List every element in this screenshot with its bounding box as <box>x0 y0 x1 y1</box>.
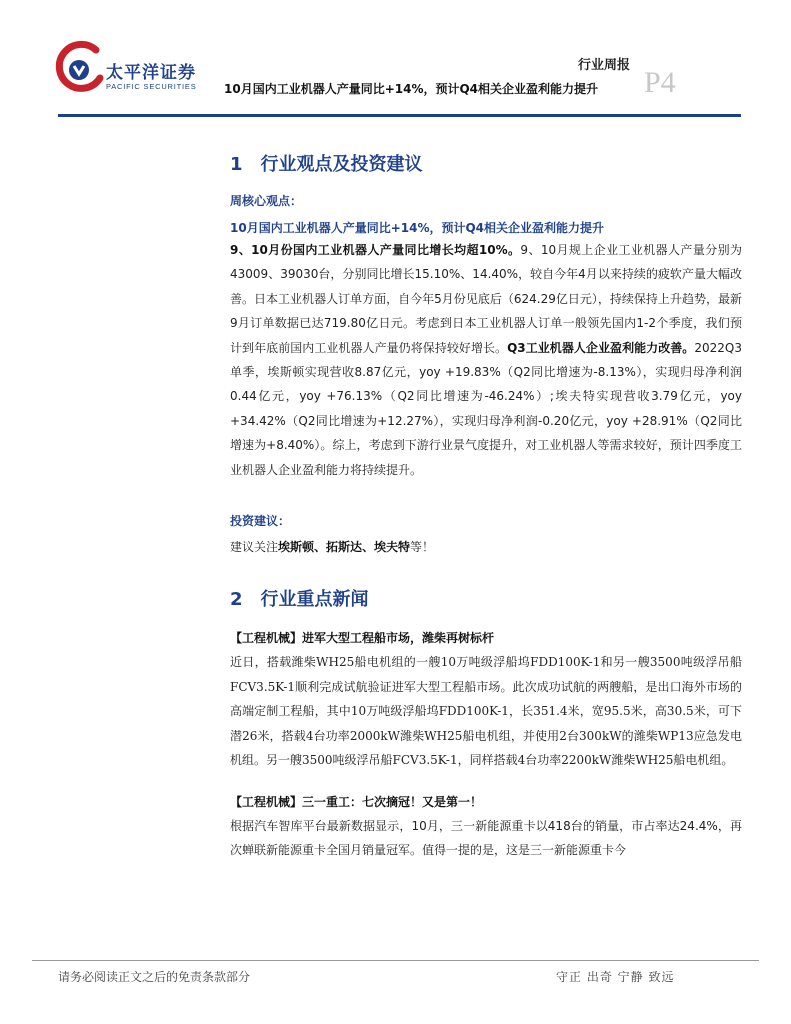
logo-name-en: PACIFIC SECURITIES <box>106 82 197 91</box>
header-divider <box>58 114 741 117</box>
investment-advice-label: 投资建议： <box>230 514 291 529</box>
footer-disclaimer: 请务必阅读正文之后的免责条款部分 <box>58 970 251 984</box>
section-heading-news: 2 行业重点新闻 <box>230 589 369 611</box>
footer-motto: 守正 出奇 宁静 致远 <box>556 970 675 984</box>
investment-advice-prefix: 建议关注 <box>230 540 279 555</box>
news-body: 根据汽车智库平台最新数据显示，10月，三一新能源重卡以418台的销量，市占率达24.4%，再次蝉联新能源重卡全国月销量冠军。值得一提的是，这是三一新能源重卡今 <box>230 818 742 857</box>
investment-advice-companies: 埃斯顿、拓斯达、埃夫特 <box>278 540 411 555</box>
core-views-label: 周核心观点： <box>230 194 303 208</box>
company-logo-icon <box>52 40 108 96</box>
report-title: 10月国内工业机器人产量同比+14%，预计Q4相关企业盈利能力提升 <box>224 82 599 96</box>
investment-advice-text <box>230 535 742 559</box>
core-views-title: 10月国内工业机器人产量同比+14%，预计Q4相关企业盈利能力提升 <box>230 221 605 235</box>
report-type: 行业周报 <box>578 58 631 73</box>
investment-advice-suffix: 等！ <box>410 540 435 555</box>
paragraph-production-text: 9、10月规上企业工业机器人产量分别为43009、39030台，分别同比增长15.10%、14.40%，较自今年4月以来持续的疲软产量大幅改善。日本工业机器人订单方面，自今年5月份见底后（624.29亿日元），持续保持上升趋势，最新9月订单数据已达719.80亿日元。考虑到日本工业机器人订单一般领先国内1-2个季度，我们预计到年底前国内工业机器人产量仍将保持较好增长。 <box>230 243 743 355</box>
paragraph-profit-lead: Q3工业机器人企业盈利能力改善。 <box>507 340 695 355</box>
main-content <box>230 150 742 862</box>
news-body: 近日，搭载潍柴WH25船电机组的一艘10万吨级浮船坞FDD100K-1和另一艘3500吨级浮吊船FCV3.5K-1顺利完成试航验证进军大型工程船市场。此次成功试航的两艘船，是出口海外市场的高端定制工程船，其中10万吨级浮船坞FDD100K-1，长351.4米，宽95.5米，高30.5米，可下潜26米，搭载4台功率2000kW潍柴WH25船电机组，并使用2台300kW的潍柴WP13应急发电机组。另一艘3500吨级浮吊船FCV3.5K-1，同样搭载4台功率2200kW潍柴WH25船电机组。 <box>230 655 742 768</box>
logo-name-cn: 太平洋证券 <box>106 63 196 83</box>
paragraph-profit-text: 2022Q3单季，埃斯顿实现营收8.87亿元，yoy +19.83%（Q2同比增速为-8.13%），实现归母净利润0.44亿元，yoy +76.13%（Q2同比增速为-46.24%）;埃夫特实现营收3.79亿元，yoy +34.42%（Q2同比增速为+12.27%），实现归母净利润-0.20亿元，yoy +28.91%（Q2同比增速为+8.40%）。综上，考虑到下游行业景气度提升，对工业机器人等需求较好，预计四季度工业机器人企业盈利能力将持续提升。 <box>230 340 742 477</box>
news-title: 【工程机械】三一重工：七次摘冠！又是第一！ <box>230 794 483 809</box>
page-number: P4 <box>644 66 676 99</box>
news-title: 【工程机械】进军大型工程船市场，潍柴再树标杆 <box>230 631 495 646</box>
paragraph-production <box>230 238 742 482</box>
paragraph-production-lead: 9、10月份国内工业机器人产量同比增长均超10%。 <box>230 243 521 257</box>
footer-divider <box>32 960 759 961</box>
section-heading-views: 1 行业观点及投资建议 <box>230 154 423 175</box>
